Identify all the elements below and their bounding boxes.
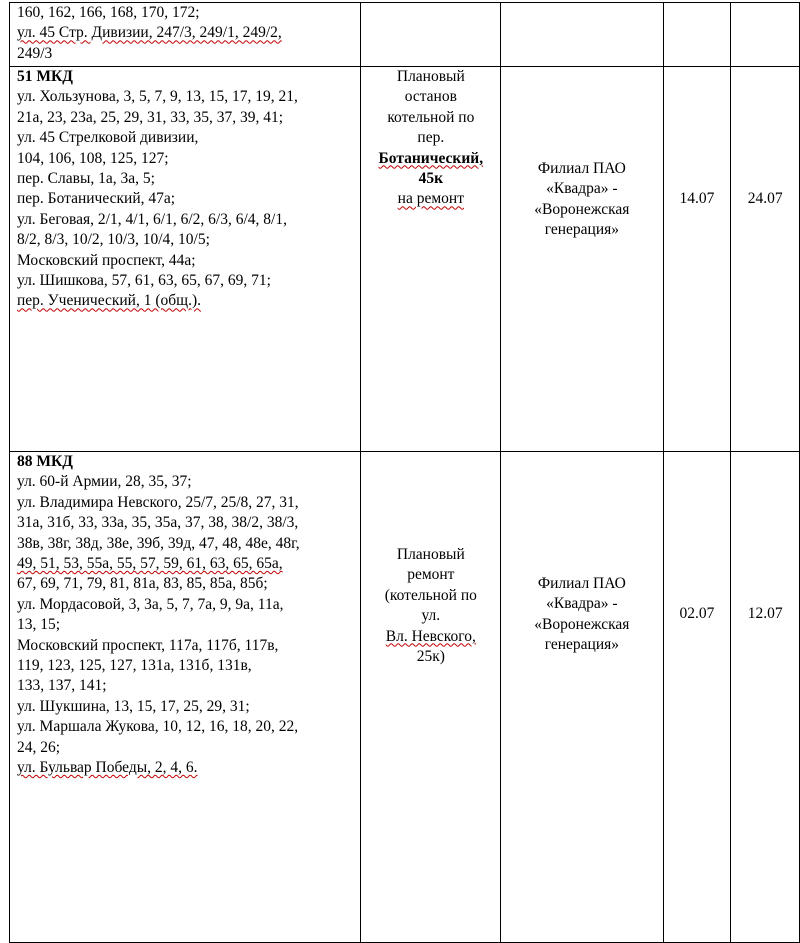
reason-line: котельной по	[387, 108, 475, 126]
spell-underlined-text: ул. 45 Стр. Дивизии, 247/3, 249/1, 249/2,	[17, 24, 282, 42]
reason-line: (котельной по	[384, 586, 477, 604]
address-line: 104, 106, 108, 125, 127;	[17, 149, 169, 167]
address-line: ул. Владимира Невского, 25/7, 25/8, 27, 31,	[17, 493, 299, 511]
address-line: 13, 15;	[17, 616, 61, 634]
reason-cell	[361, 67, 501, 452]
spell-underlined-text: 49, 51, 53, 55а, 55, 57, 59, 61, 63, 65, 65а,	[17, 555, 283, 573]
addresses-cell	[10, 3, 361, 67]
start-date-cell	[663, 67, 731, 452]
reason-cell	[361, 3, 501, 67]
building-count: 51 МКД	[17, 68, 73, 85]
end-date: 12.07	[747, 605, 783, 622]
building-count: 88 МКД	[17, 453, 73, 470]
addresses-cell	[10, 67, 361, 452]
addresses-cell	[10, 452, 361, 943]
address-line: 31а, 31б, 33, 33а, 35, 35а, 37, 38, 38/2, 38/3,	[17, 514, 299, 532]
start-date: 14.07	[679, 190, 715, 207]
start-date: 02.07	[679, 605, 715, 622]
organization-line: «Воронежская	[534, 200, 630, 218]
reason-line: Плановый	[396, 68, 465, 85]
reason-cell	[361, 452, 501, 943]
reason-line: 25к)	[416, 648, 445, 666]
address-line	[17, 291, 356, 311]
address-line	[17, 554, 356, 574]
reason-line	[361, 189, 500, 209]
organization-line: «Квадра» -	[546, 180, 618, 198]
address-line: ул. Беговая, 2/1, 4/1, 6/1, 6/2, 6/3, 6/4, 8/1,	[17, 210, 287, 228]
end-date-cell	[731, 3, 800, 67]
organization-line: «Квадра» -	[546, 595, 618, 613]
table-row	[10, 3, 800, 67]
spell-underlined-text: пер. Ученический, 1 (общ.).	[17, 292, 201, 310]
spell-underlined-text: Ботанический,	[378, 149, 484, 167]
address-line: ул. Хользунова, 3, 5, 7, 9, 13, 15, 17, 19, 21,	[17, 88, 298, 106]
address-line: 67, 69, 71, 79, 81, 81а, 83, 85, 85а, 85б;	[17, 575, 268, 593]
address-line	[17, 23, 356, 43]
address-line: 21а, 23, 23а, 25, 29, 31, 33, 35, 37, 39, 41;	[17, 108, 284, 126]
address-line: ул. Шукшина, 13, 15, 17, 25, 29, 31;	[17, 697, 250, 715]
start-date-cell	[663, 452, 731, 943]
outage-table	[9, 2, 800, 943]
organization-cell	[501, 67, 663, 452]
address-line: ул. Мордасовой, 3, 3а, 5, 7, 7а, 9, 9а, 11а,	[17, 595, 284, 613]
address-line: Московский проспект, 117а, 117б, 117в,	[17, 636, 279, 654]
organization-cell	[501, 452, 663, 943]
organization-line: Филиал ПАО	[537, 160, 626, 177]
end-date: 24.07	[747, 190, 783, 207]
address-line: 249/3	[17, 44, 53, 62]
address-line: 133, 137, 141;	[17, 677, 107, 695]
address-line: ул. 60-й Армии, 28, 35, 37;	[17, 473, 192, 491]
address-line: 38в, 38г, 38д, 38е, 39б, 39д, 47, 48, 48е, 48г,	[17, 534, 300, 552]
reason-line: ул.	[421, 607, 441, 625]
organization-line: генерация»	[544, 221, 620, 239]
table-row	[10, 452, 800, 943]
address-line: пер. Ботанический, 47а;	[17, 190, 176, 208]
reason-line: останов	[404, 88, 457, 106]
address-line: 8/2, 8/3, 10/2, 10/3, 10/4, 10/5;	[17, 231, 210, 249]
organization-cell	[501, 3, 663, 67]
address-line	[17, 758, 356, 778]
address-line: 160, 162, 166, 168, 170, 172;	[17, 4, 200, 21]
reason-line: ремонт	[407, 566, 455, 584]
organization-line: Филиал ПАО	[537, 575, 626, 592]
address-line: 119, 123, 125, 127, 131а, 131б, 131в,	[17, 657, 252, 675]
table-row	[10, 67, 800, 452]
address-line: 24, 26;	[17, 738, 61, 756]
start-date-cell	[663, 3, 731, 67]
spell-underlined-text: Вл. Невского,	[385, 627, 476, 645]
organization-line: генерация»	[544, 636, 620, 654]
address-line: ул. Шишкова, 57, 61, 63, 65, 67, 69, 71;	[17, 272, 271, 290]
address-line: ул. Маршала Жукова, 10, 12, 16, 18, 20, 22,	[17, 718, 299, 736]
end-date-cell	[731, 452, 800, 943]
reason-line	[361, 149, 500, 169]
reason-line: Плановый	[396, 546, 465, 563]
reason-line	[361, 627, 500, 647]
reason-line: пер.	[417, 129, 445, 147]
organization-line: «Воронежская	[534, 615, 630, 633]
address-line: ул. 45 Стрелковой дивизии,	[17, 129, 199, 147]
spell-underlined-text: ул. Бульвар Победы, 2, 4, 6.	[17, 759, 198, 777]
spell-underlined-text: на ремонт	[397, 190, 464, 208]
end-date-cell	[731, 67, 800, 452]
address-line: Московский проспект, 44а;	[17, 251, 196, 269]
address-line: пер. Славы, 1а, 3а, 5;	[17, 170, 155, 188]
reason-line: 45к	[418, 170, 444, 188]
